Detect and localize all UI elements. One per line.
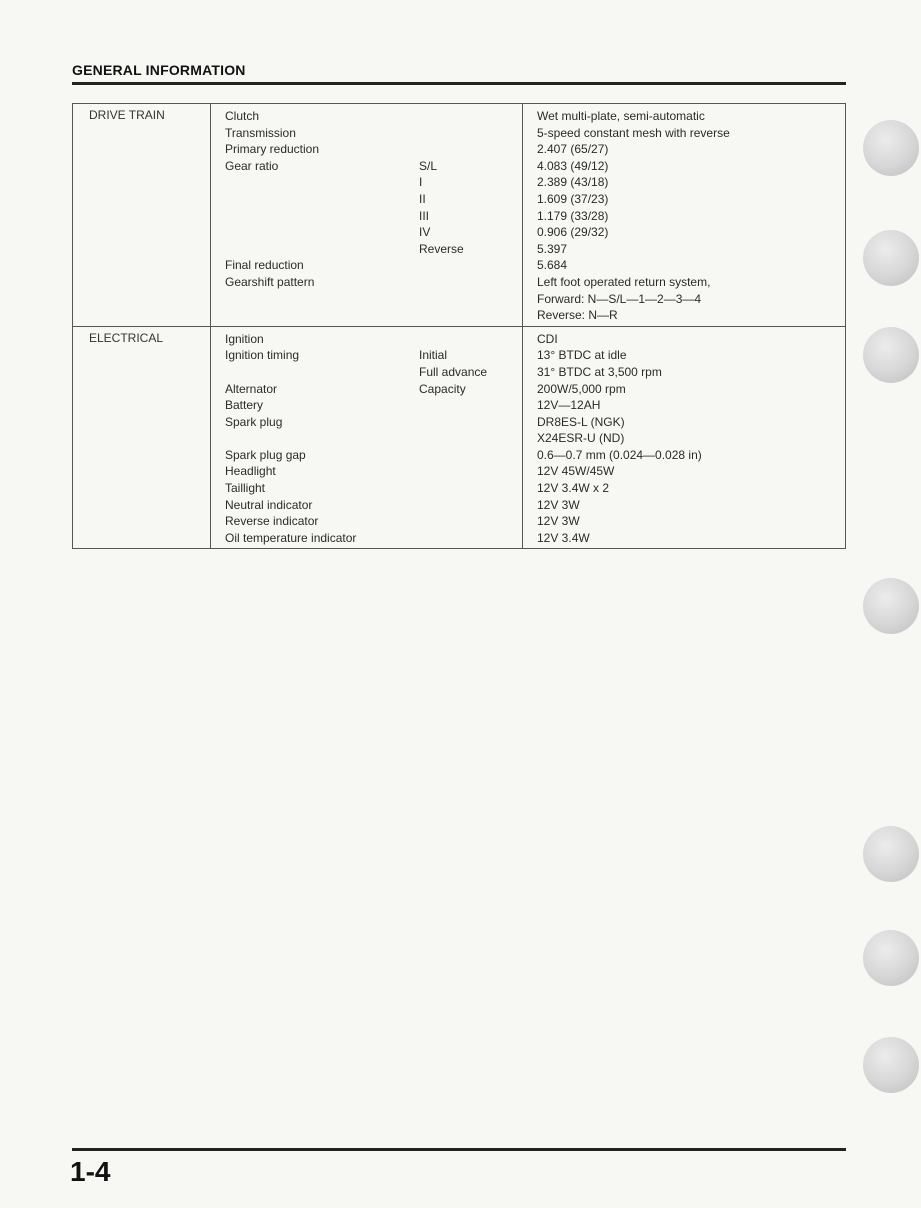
sub-label: I [419,175,423,190]
binder-hole [863,826,919,882]
spec-value: 1.609 (37/23) [537,191,609,206]
spec-value: 13° BTDC at idle [537,348,627,363]
table-row [73,141,845,158]
sub-label: Full advance [419,364,488,379]
item-label: Oil temperature indicator [225,530,357,545]
spec-value: X24ESR-U (ND) [537,431,625,446]
table-row [73,224,845,241]
section-name: DRIVE TRAIN [89,108,165,122]
table-row [73,447,845,464]
spec-value: DR8ES-L (NGK) [537,414,625,429]
specifications-table [72,103,846,549]
item-label: Spark plug gap [225,447,306,462]
spec-value: 5-speed constant mesh with reverse [537,125,730,140]
table-row [73,530,845,547]
item-label: Gearshift pattern [225,274,315,289]
table-row [73,381,845,398]
spec-value: 5.684 [537,258,568,273]
binder-hole [863,230,919,286]
item-label: Transmission [225,125,296,140]
item-label: Clutch [225,109,260,123]
spec-value: 12V 3.4W [537,530,590,545]
table-row [73,414,845,431]
table-row [73,257,845,274]
table-row [73,430,845,447]
spec-value: 4.083 (49/12) [537,158,609,173]
spec-value: 12V 3W [537,514,580,529]
spec-value: 0.906 (29/32) [537,225,609,240]
spec-value: 0.6—0.7 mm (0.024—0.028 in) [537,447,702,462]
spec-value: Forward: N—S/L—1—2—3—4 [537,291,702,306]
table-row [73,208,845,225]
item-label: Gear ratio [225,158,279,173]
table-row [73,480,845,497]
electrical-section [73,327,845,549]
spec-value: 200W/5,000 rpm [537,381,626,396]
spec-value: 1.179 (33/28) [537,208,609,223]
item-label: Alternator [225,381,278,396]
item-label: Primary reduction [225,142,320,157]
sub-label: IV [419,225,431,240]
table-row [73,331,845,348]
table-row [73,307,845,324]
table-row [73,291,845,308]
table-row [73,158,845,175]
binder-hole [863,1037,919,1093]
page-section-title: GENERAL INFORMATION [72,62,246,78]
table-row [73,125,845,142]
sub-label: Initial [419,348,448,363]
spec-value: 2.389 (43/18) [537,175,609,190]
table-row [73,191,845,208]
sub-label: Reverse [419,241,464,256]
item-label: Taillight [225,481,266,496]
item-label: Reverse indicator [225,514,319,529]
page-number: 1-4 [70,1156,111,1187]
header-divider [72,82,846,85]
spec-value: 12V 3.4W x 2 [537,481,610,496]
drive-train-section [73,104,845,327]
spec-value: Wet multi-plate, semi-automatic [537,109,705,123]
sub-label: III [419,208,430,223]
item-label: Neutral indicator [225,497,313,512]
spec-value: 31° BTDC at 3,500 rpm [537,364,662,379]
table-row [73,364,845,381]
section-name: ELECTRICAL [89,330,164,345]
table-row [73,463,845,480]
table-row [73,513,845,530]
item-label: Ignition [225,331,264,346]
spec-value: 12V 3W [537,497,580,512]
item-label: Headlight [225,464,276,479]
binder-hole [863,120,919,176]
binder-hole [863,327,919,383]
binder-hole [863,930,919,986]
footer-divider [72,1148,846,1151]
item-label: Battery [225,398,264,413]
table-row [73,274,845,291]
sub-label: S/L [419,158,438,173]
item-label: Ignition timing [225,348,300,363]
spec-value: 5.397 [537,241,568,256]
sub-label: Capacity [419,381,466,396]
spec-value: 12V—12AH [537,398,601,413]
table-row [73,241,845,258]
spec-value: 2.407 (65/27) [537,142,609,157]
sub-label: II [419,191,426,206]
item-label: Final reduction [225,258,304,273]
spec-value: Reverse: N—R [537,308,618,323]
table-row [73,397,845,414]
spec-value: CDI [537,331,558,346]
spec-value: 12V 45W/45W [537,464,615,479]
spec-value: Left foot operated return system, [537,274,711,289]
table-row [73,347,845,364]
item-label: Spark plug [225,414,283,429]
binder-hole [863,578,919,634]
table-row [73,174,845,191]
table-row [73,108,845,125]
table-row [73,497,845,514]
